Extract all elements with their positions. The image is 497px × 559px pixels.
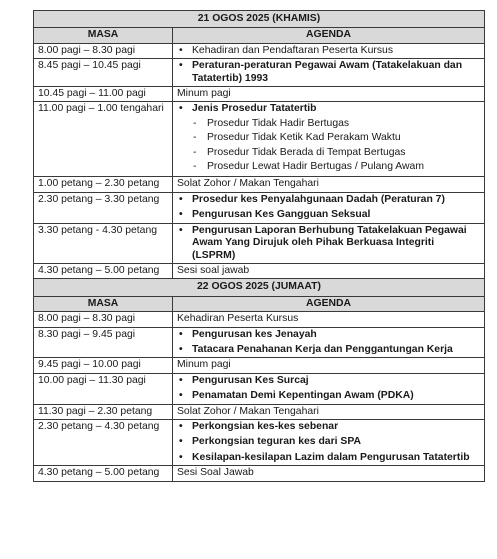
- time-cell: 11.30 pagi – 2.30 petang: [34, 404, 173, 419]
- agenda-cell: Sesi Soal Jawab: [173, 466, 485, 481]
- day-title: 22 OGOS 2025 (JUMAAT): [34, 279, 485, 296]
- table-row: [34, 466, 485, 481]
- table-row: [34, 87, 485, 102]
- time-cell: 4.30 petang – 5.00 petang: [34, 263, 173, 278]
- agenda-cell: [173, 43, 485, 58]
- agenda-cell: [173, 223, 485, 263]
- table-row: [34, 223, 485, 263]
- table-row: [34, 192, 485, 223]
- agenda-item-text: Pengurusan kes Jenayah: [192, 328, 317, 340]
- time-cell: 3.30 petang - 4.30 petang: [34, 223, 173, 263]
- time-cell: 4.30 petang – 5.00 petang: [34, 466, 173, 481]
- agenda-item: [177, 436, 480, 448]
- agenda-item: [177, 209, 480, 221]
- agenda-subitem: - Prosedur Tidak Berada di Tempat Bertugas: [192, 147, 480, 159]
- agenda-list: [177, 103, 480, 173]
- agenda-item-text: Kesilapan-kesilapan Lazim dalam Pengurusan Tatatertib: [192, 451, 470, 463]
- agenda-cell: [173, 192, 485, 223]
- agenda-item: [177, 390, 480, 402]
- agenda-item: [177, 375, 480, 387]
- table-row: [34, 102, 485, 177]
- agenda-list: [177, 194, 480, 222]
- agenda-item: [177, 452, 480, 464]
- agenda-item-text: Tatacara Penahanan Kerja dan Penggantungan Kerja: [192, 343, 453, 355]
- agenda-item-text: Kehadiran dan Pendaftaran Peserta Kursus: [192, 44, 394, 56]
- masa-header: MASA: [34, 296, 173, 311]
- table-row: [34, 327, 485, 358]
- agenda-cell: Solat Zohor / Makan Tengahari: [173, 177, 485, 192]
- agenda-item: [177, 329, 480, 341]
- agenda-item-text: Peraturan-peraturan Pegawai Awam (Tatakelakuan dan Tatatertib) 1993: [192, 60, 463, 84]
- agenda-item: [177, 60, 480, 85]
- table-row: [34, 312, 485, 327]
- time-cell: 10.00 pagi – 11.30 pagi: [34, 373, 173, 404]
- agenda-item-text: Penamatan Demi Kepentingan Awam (PDKA): [192, 390, 414, 402]
- table-row: [34, 419, 485, 465]
- agenda-item-text: Perkongsian kes-kes sebenar: [192, 420, 339, 432]
- table-row: [34, 177, 485, 192]
- agenda-cell: Solat Zohor / Makan Tengahari: [173, 404, 485, 419]
- time-cell: 8.45 pagi – 10.45 pagi: [34, 59, 173, 87]
- agenda-list: [177, 421, 480, 464]
- agenda-cell: Sesi soal jawab: [173, 263, 485, 278]
- agenda-item-text: Pengurusan Kes Surcaj: [192, 374, 309, 386]
- agenda-item: [177, 421, 480, 433]
- column-header-row: [34, 296, 485, 311]
- time-cell: 8.00 pagi – 8.30 pagi: [34, 312, 173, 327]
- table-row: [34, 404, 485, 419]
- table-row: [34, 43, 485, 58]
- agenda-cell: [173, 419, 485, 465]
- agenda-list: [177, 60, 480, 85]
- time-cell: 1.00 petang – 2.30 petang: [34, 177, 173, 192]
- column-header-row: [34, 28, 485, 43]
- agenda-list: [177, 45, 480, 57]
- time-cell: 11.00 pagi – 1.00 tengahari: [34, 102, 173, 177]
- agenda-item-text: Pengurusan Laporan Berhubung Tatakelakuan Pegawai Awam Yang Dirujuk oleh Pihak Berkuasa Integriti (LSPRM): [192, 224, 467, 261]
- time-cell: 8.30 pagi – 9.45 pagi: [34, 327, 173, 358]
- agenda-item-text: Prosedur kes Penyalahgunaan Dadah (Peraturan 7): [192, 193, 445, 205]
- masa-header: MASA: [34, 28, 173, 43]
- agenda-subitem: - Prosedur Tidak Hadir Bertugas: [192, 118, 480, 130]
- agenda-cell: [173, 102, 485, 177]
- agenda-cell: [173, 59, 485, 87]
- table-row: [34, 59, 485, 87]
- time-cell: 2.30 petang – 4.30 petang: [34, 419, 173, 465]
- time-cell: 10.45 pagi – 11.00 pagi: [34, 87, 173, 102]
- time-cell: 2.30 petang – 3.30 petang: [34, 192, 173, 223]
- agenda-sublist: [192, 118, 480, 174]
- agenda-item-text: Jenis Prosedur Tatatertib: [192, 103, 317, 115]
- agenda-list: [177, 329, 480, 357]
- agenda-item-text: Pengurusan Kes Gangguan Seksual: [192, 209, 371, 221]
- agenda-item: [177, 103, 480, 173]
- agenda-header: AGENDA: [173, 296, 485, 311]
- table-row: [34, 373, 485, 404]
- agenda-cell: [173, 373, 485, 404]
- agenda-item: [177, 45, 480, 57]
- time-cell: 9.45 pagi – 10.00 pagi: [34, 358, 173, 373]
- day-title: 21 OGOS 2025 (KHAMIS): [34, 11, 485, 28]
- agenda-list: [177, 375, 480, 403]
- agenda-list: [177, 225, 480, 262]
- agenda-item-text: Perkongsian teguran kes dari SPA: [192, 436, 361, 448]
- agenda-header: AGENDA: [173, 28, 485, 43]
- day-title-row: [34, 279, 485, 296]
- agenda-cell: [173, 327, 485, 358]
- agenda-cell: Kehadiran Peserta Kursus: [173, 312, 485, 327]
- agenda-item: [177, 225, 480, 262]
- agenda-item: [177, 194, 480, 206]
- agenda-cell: Minum pagi: [173, 87, 485, 102]
- time-cell: 8.00 pagi – 8.30 pagi: [34, 43, 173, 58]
- table-row: [34, 263, 485, 278]
- day-title-row: [34, 11, 485, 28]
- schedule-table: [33, 10, 485, 482]
- agenda-item: [177, 344, 480, 356]
- agenda-cell: Minum pagi: [173, 358, 485, 373]
- table-row: [34, 358, 485, 373]
- agenda-subitem: - Prosedur Tidak Ketik Kad Perakam Waktu: [192, 132, 480, 144]
- agenda-subitem: - Prosedur Lewat Hadir Bertugas / Pulang Awam: [192, 161, 480, 173]
